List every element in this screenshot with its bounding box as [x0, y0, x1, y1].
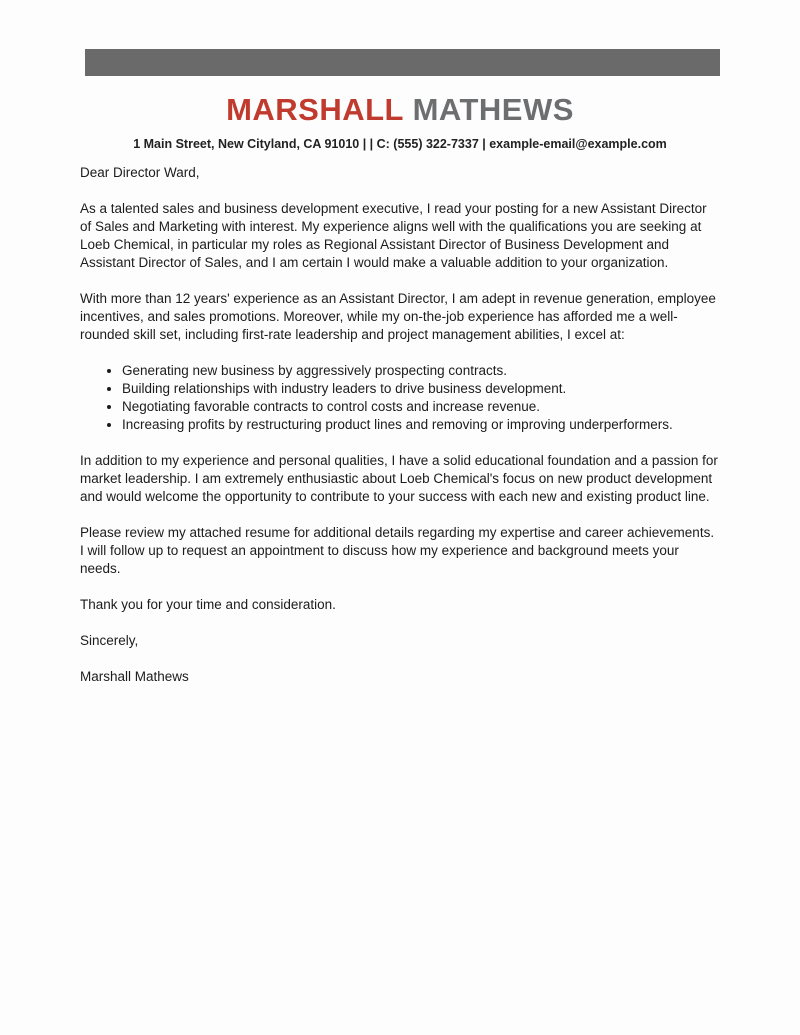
letter-body: [80, 164, 720, 704]
bullet-item: • Building relationships with industry leaders to drive business development.: [122, 380, 720, 398]
bullet-item: • Generating new business by aggressively prospecting contracts.: [122, 362, 720, 380]
contact-info: 1 Main Street, New Cityland, CA 91010 | | C: (555) 322-7337 | example-email@example.com: [133, 137, 667, 151]
closing-line: Sincerely,: [80, 633, 139, 648]
bullet-item: • Increasing profits by restructuring product lines and removing or improving underperformers.: [122, 416, 720, 434]
applicant-last-name: MATHEWS: [412, 92, 574, 127]
thank-you-line: Thank you for your time and consideration.: [80, 597, 336, 612]
paragraph-resume: Please review my attached resume for additional details regarding my expertise and career achievements. I will follow up to request an appointment to discuss how my experience and background meets your needs.: [80, 525, 715, 576]
header-accent-bar: [85, 49, 720, 76]
signature-name: Marshall Mathews: [80, 669, 189, 684]
page-title: [0, 92, 800, 128]
salutation: Dear Director Ward,: [80, 165, 200, 180]
paragraph-qualities: In addition to my experience and personal qualities, I have a solid educational foundation and a passion for market leadership. I am extremely enthusiastic about Loeb Chemical's focus on new product development and would welcome the opportunity to contribute to your success with each new and existing product line.: [80, 453, 718, 504]
paragraph-experience: With more than 12 years' experience as an Assistant Director, I am adept in revenue generation, employee incentives, and sales promotions. Moreover, while my on-the-job experience has afforded me a well-rounded skill set, including first-rate leadership and project management abilities, I excel at:: [80, 291, 716, 342]
applicant-first-name: MARSHALL: [226, 92, 404, 127]
skills-bullet-list: [80, 362, 720, 434]
bullet-item: • Negotiating favorable contracts to control costs and increase revenue.: [122, 398, 720, 416]
paragraph-intro: As a talented sales and business development executive, I read your posting for a new Assistant Director of Sales and Marketing with interest. My experience aligns well with the qualifications you are seeking at Loeb Chemical, in particular my roles as Regional Assistant Director of Business Development and Assistant Director of Sales, and I am certain I would make a valuable addition to your organization.: [80, 201, 707, 270]
